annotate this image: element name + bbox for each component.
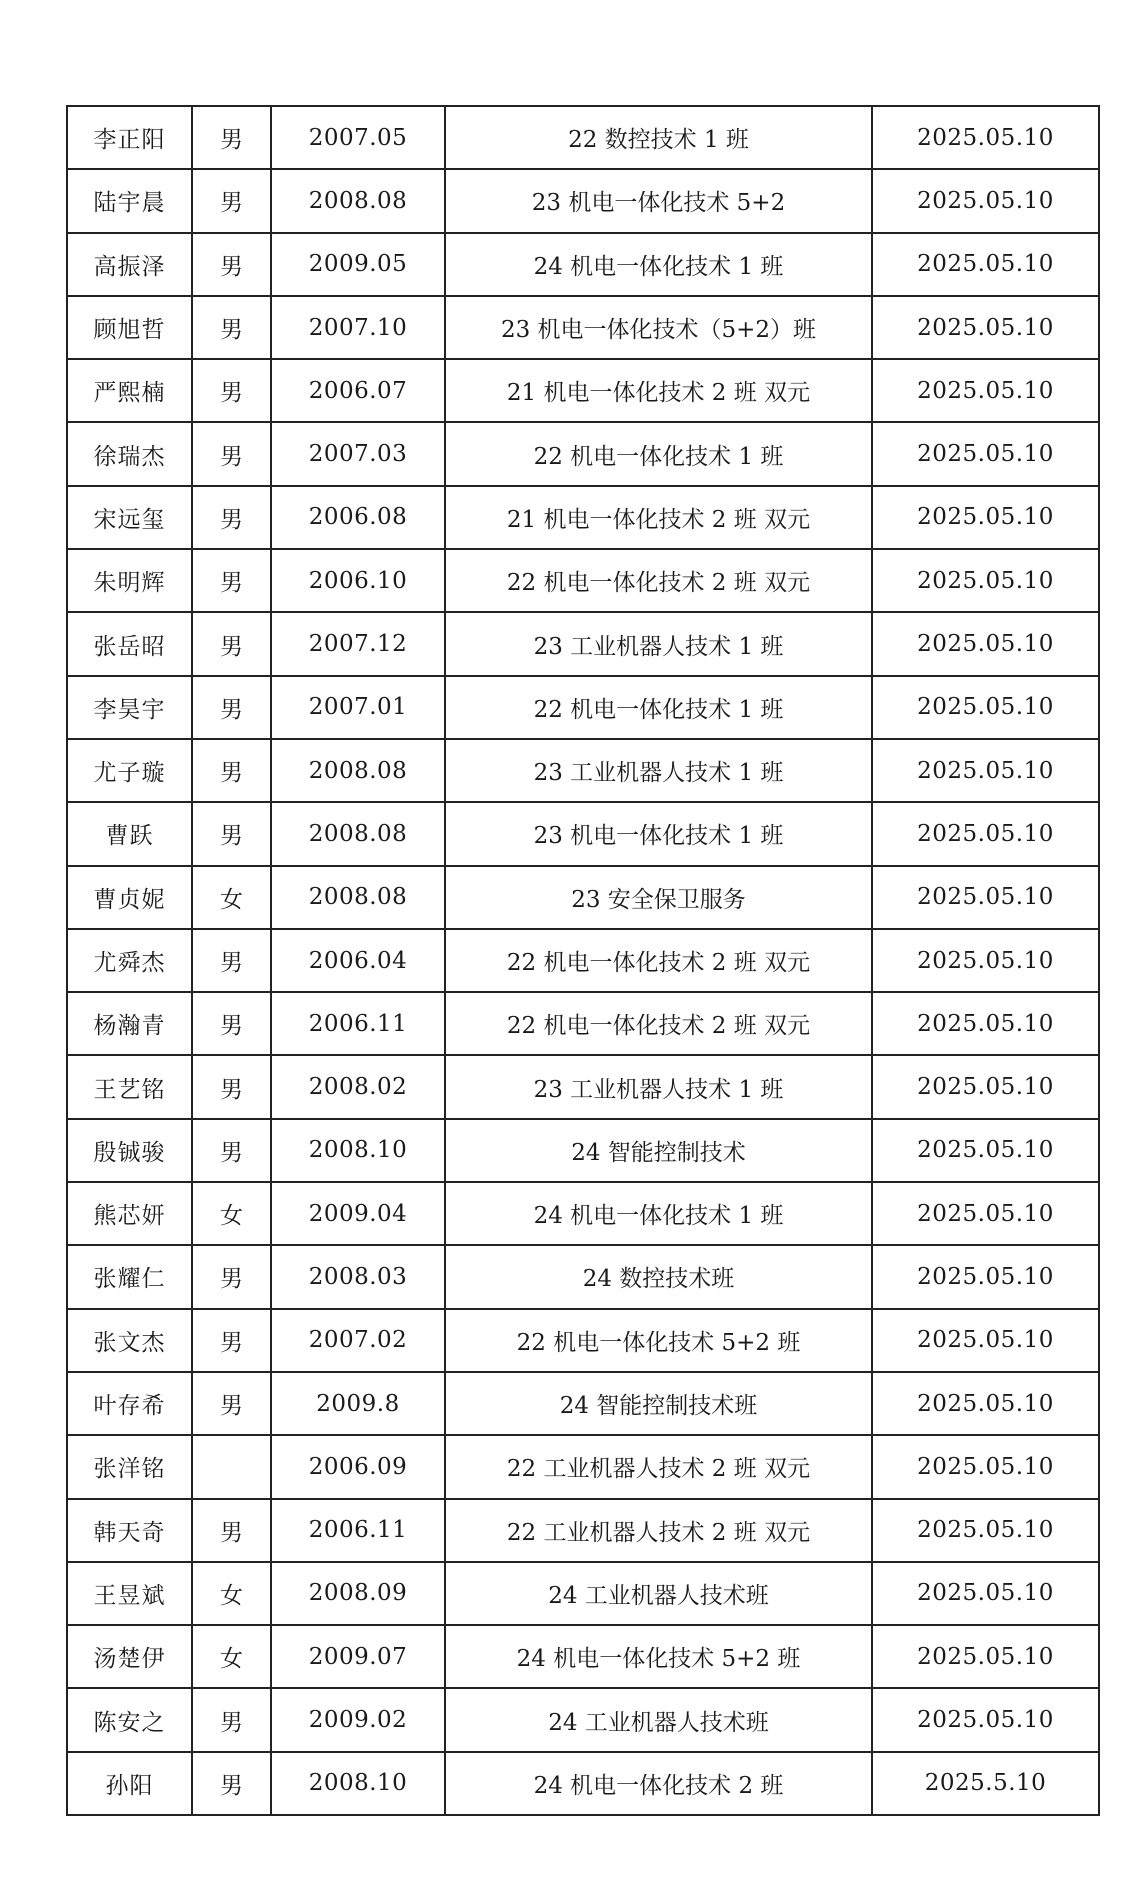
table-row xyxy=(67,1688,1099,1751)
cell-class: 24 智能控制技术班 xyxy=(445,1372,872,1435)
cell-birth-date: 2009.04 xyxy=(271,1182,445,1245)
cell-gender: 男 xyxy=(192,612,271,675)
cell-date: 2025.05.10 xyxy=(872,106,1099,169)
cell-class: 24 工业机器人技术班 xyxy=(445,1688,872,1751)
cell-date: 2025.05.10 xyxy=(872,1562,1099,1625)
table-row xyxy=(67,1499,1099,1562)
cell-name: 陆宇晨 xyxy=(67,169,192,232)
cell-gender: 男 xyxy=(192,233,271,296)
table-row xyxy=(67,169,1099,232)
cell-date: 2025.05.10 xyxy=(872,296,1099,359)
table-row xyxy=(67,1625,1099,1688)
cell-gender: 男 xyxy=(192,1055,271,1118)
table-row xyxy=(67,233,1099,296)
cell-name: 韩天奇 xyxy=(67,1499,192,1562)
cell-date: 2025.05.10 xyxy=(872,802,1099,865)
table-row xyxy=(67,486,1099,549)
table-row xyxy=(67,1562,1099,1625)
cell-birth-date: 2009.07 xyxy=(271,1625,445,1688)
cell-name: 张洋铭 xyxy=(67,1435,192,1498)
cell-class: 22 数控技术 1 班 xyxy=(445,106,872,169)
cell-class: 22 机电一体化技术 2 班 双元 xyxy=(445,992,872,1055)
cell-gender: 女 xyxy=(192,1182,271,1245)
cell-class: 23 机电一体化技术 5+2 xyxy=(445,169,872,232)
cell-birth-date: 2008.02 xyxy=(271,1055,445,1118)
cell-date: 2025.05.10 xyxy=(872,929,1099,992)
cell-name: 朱明辉 xyxy=(67,549,192,612)
cell-birth-date: 2006.08 xyxy=(271,486,445,549)
cell-gender: 男 xyxy=(192,359,271,422)
cell-date: 2025.05.10 xyxy=(872,739,1099,802)
cell-class: 23 机电一体化技术（5+2）班 xyxy=(445,296,872,359)
table-row xyxy=(67,1435,1099,1498)
cell-name: 宋远玺 xyxy=(67,486,192,549)
cell-birth-date: 2009.05 xyxy=(271,233,445,296)
cell-birth-date: 2006.10 xyxy=(271,549,445,612)
cell-birth-date: 2008.10 xyxy=(271,1119,445,1182)
cell-class: 22 工业机器人技术 2 班 双元 xyxy=(445,1499,872,1562)
cell-date: 2025.05.10 xyxy=(872,676,1099,739)
cell-date: 2025.05.10 xyxy=(872,866,1099,929)
cell-date: 2025.05.10 xyxy=(872,359,1099,422)
table-row xyxy=(67,866,1099,929)
cell-gender: 男 xyxy=(192,1688,271,1751)
cell-name: 高振泽 xyxy=(67,233,192,296)
cell-birth-date: 2006.11 xyxy=(271,1499,445,1562)
cell-gender: 男 xyxy=(192,1245,271,1308)
table-row xyxy=(67,676,1099,739)
cell-date: 2025.05.10 xyxy=(872,1119,1099,1182)
cell-birth-date: 2007.03 xyxy=(271,422,445,485)
cell-name: 陈安之 xyxy=(67,1688,192,1751)
cell-name: 熊芯妍 xyxy=(67,1182,192,1245)
cell-date: 2025.05.10 xyxy=(872,422,1099,485)
cell-birth-date: 2008.08 xyxy=(271,802,445,865)
cell-birth-date: 2006.09 xyxy=(271,1435,445,1498)
cell-gender: 男 xyxy=(192,1372,271,1435)
cell-gender: 男 xyxy=(192,739,271,802)
table-body xyxy=(67,106,1099,1815)
cell-date: 2025.05.10 xyxy=(872,486,1099,549)
student-table xyxy=(66,105,1100,1816)
cell-class: 22 机电一体化技术 5+2 班 xyxy=(445,1309,872,1372)
cell-name: 曹贞妮 xyxy=(67,866,192,929)
cell-class: 24 机电一体化技术 1 班 xyxy=(445,1182,872,1245)
cell-gender: 女 xyxy=(192,866,271,929)
cell-name: 王昱斌 xyxy=(67,1562,192,1625)
cell-gender: 男 xyxy=(192,486,271,549)
cell-date: 2025.05.10 xyxy=(872,612,1099,675)
cell-class: 22 机电一体化技术 2 班 双元 xyxy=(445,929,872,992)
cell-gender xyxy=(192,1435,271,1498)
cell-gender: 男 xyxy=(192,1499,271,1562)
cell-date: 2025.05.10 xyxy=(872,1688,1099,1751)
cell-name: 汤楚伊 xyxy=(67,1625,192,1688)
cell-birth-date: 2008.08 xyxy=(271,866,445,929)
cell-gender: 男 xyxy=(192,549,271,612)
cell-birth-date: 2006.11 xyxy=(271,992,445,1055)
cell-date: 2025.5.10 xyxy=(872,1752,1099,1815)
cell-class: 23 工业机器人技术 1 班 xyxy=(445,739,872,802)
cell-gender: 男 xyxy=(192,929,271,992)
cell-birth-date: 2008.03 xyxy=(271,1245,445,1308)
cell-name: 李昊宇 xyxy=(67,676,192,739)
cell-date: 2025.05.10 xyxy=(872,1435,1099,1498)
cell-class: 22 机电一体化技术 2 班 双元 xyxy=(445,549,872,612)
cell-class: 24 工业机器人技术班 xyxy=(445,1562,872,1625)
table-row xyxy=(67,802,1099,865)
cell-date: 2025.05.10 xyxy=(872,1499,1099,1562)
cell-name: 殷铖骏 xyxy=(67,1119,192,1182)
cell-name: 严熙楠 xyxy=(67,359,192,422)
cell-class: 24 机电一体化技术 1 班 xyxy=(445,233,872,296)
cell-date: 2025.05.10 xyxy=(872,1625,1099,1688)
table-row xyxy=(67,1055,1099,1118)
cell-birth-date: 2007.01 xyxy=(271,676,445,739)
cell-class: 21 机电一体化技术 2 班 双元 xyxy=(445,359,872,422)
cell-name: 尤舜杰 xyxy=(67,929,192,992)
cell-date: 2025.05.10 xyxy=(872,1309,1099,1372)
cell-class: 23 工业机器人技术 1 班 xyxy=(445,612,872,675)
cell-name: 张耀仁 xyxy=(67,1245,192,1308)
table-row xyxy=(67,1309,1099,1372)
cell-class: 22 机电一体化技术 1 班 xyxy=(445,422,872,485)
cell-date: 2025.05.10 xyxy=(872,1372,1099,1435)
cell-gender: 男 xyxy=(192,296,271,359)
cell-gender: 男 xyxy=(192,1752,271,1815)
cell-class: 24 机电一体化技术 2 班 xyxy=(445,1752,872,1815)
cell-name: 张岳昭 xyxy=(67,612,192,675)
table-row xyxy=(67,359,1099,422)
cell-gender: 男 xyxy=(192,169,271,232)
cell-gender: 女 xyxy=(192,1625,271,1688)
cell-birth-date: 2008.10 xyxy=(271,1752,445,1815)
cell-birth-date: 2008.08 xyxy=(271,739,445,802)
cell-birth-date: 2009.8 xyxy=(271,1372,445,1435)
table-row xyxy=(67,422,1099,485)
cell-class: 24 机电一体化技术 5+2 班 xyxy=(445,1625,872,1688)
cell-gender: 男 xyxy=(192,1309,271,1372)
table-row xyxy=(67,1119,1099,1182)
cell-gender: 男 xyxy=(192,992,271,1055)
cell-birth-date: 2007.02 xyxy=(271,1309,445,1372)
cell-birth-date: 2007.05 xyxy=(271,106,445,169)
cell-date: 2025.05.10 xyxy=(872,992,1099,1055)
cell-class: 23 安全保卫服务 xyxy=(445,866,872,929)
cell-birth-date: 2006.07 xyxy=(271,359,445,422)
cell-class: 22 机电一体化技术 1 班 xyxy=(445,676,872,739)
cell-date: 2025.05.10 xyxy=(872,169,1099,232)
cell-name: 张文杰 xyxy=(67,1309,192,1372)
cell-name: 顾旭哲 xyxy=(67,296,192,359)
cell-gender: 男 xyxy=(192,106,271,169)
cell-gender: 男 xyxy=(192,422,271,485)
table-row xyxy=(67,296,1099,359)
cell-date: 2025.05.10 xyxy=(872,1182,1099,1245)
cell-name: 徐瑞杰 xyxy=(67,422,192,485)
table-row xyxy=(67,106,1099,169)
cell-name: 曹跃 xyxy=(67,802,192,865)
cell-class: 21 机电一体化技术 2 班 双元 xyxy=(445,486,872,549)
cell-name: 孙阳 xyxy=(67,1752,192,1815)
cell-birth-date: 2009.02 xyxy=(271,1688,445,1751)
table-row xyxy=(67,612,1099,675)
cell-name: 王艺铭 xyxy=(67,1055,192,1118)
cell-birth-date: 2007.10 xyxy=(271,296,445,359)
cell-name: 李正阳 xyxy=(67,106,192,169)
cell-name: 杨瀚青 xyxy=(67,992,192,1055)
cell-class: 23 工业机器人技术 1 班 xyxy=(445,1055,872,1118)
cell-date: 2025.05.10 xyxy=(872,233,1099,296)
cell-gender: 女 xyxy=(192,1562,271,1625)
cell-gender: 男 xyxy=(192,676,271,739)
cell-date: 2025.05.10 xyxy=(872,1245,1099,1308)
cell-birth-date: 2008.09 xyxy=(271,1562,445,1625)
cell-birth-date: 2007.12 xyxy=(271,612,445,675)
table-row xyxy=(67,1245,1099,1308)
cell-gender: 男 xyxy=(192,1119,271,1182)
table-row xyxy=(67,992,1099,1055)
cell-birth-date: 2006.04 xyxy=(271,929,445,992)
cell-class: 23 机电一体化技术 1 班 xyxy=(445,802,872,865)
table-row xyxy=(67,549,1099,612)
table-row xyxy=(67,739,1099,802)
table-row xyxy=(67,1182,1099,1245)
cell-class: 24 智能控制技术 xyxy=(445,1119,872,1182)
cell-class: 22 工业机器人技术 2 班 双元 xyxy=(445,1435,872,1498)
cell-gender: 男 xyxy=(192,802,271,865)
cell-name: 尤子璇 xyxy=(67,739,192,802)
table-row xyxy=(67,1752,1099,1815)
table-row xyxy=(67,929,1099,992)
cell-date: 2025.05.10 xyxy=(872,549,1099,612)
table-row xyxy=(67,1372,1099,1435)
cell-birth-date: 2008.08 xyxy=(271,169,445,232)
cell-class: 24 数控技术班 xyxy=(445,1245,872,1308)
cell-date: 2025.05.10 xyxy=(872,1055,1099,1118)
cell-name: 叶存希 xyxy=(67,1372,192,1435)
